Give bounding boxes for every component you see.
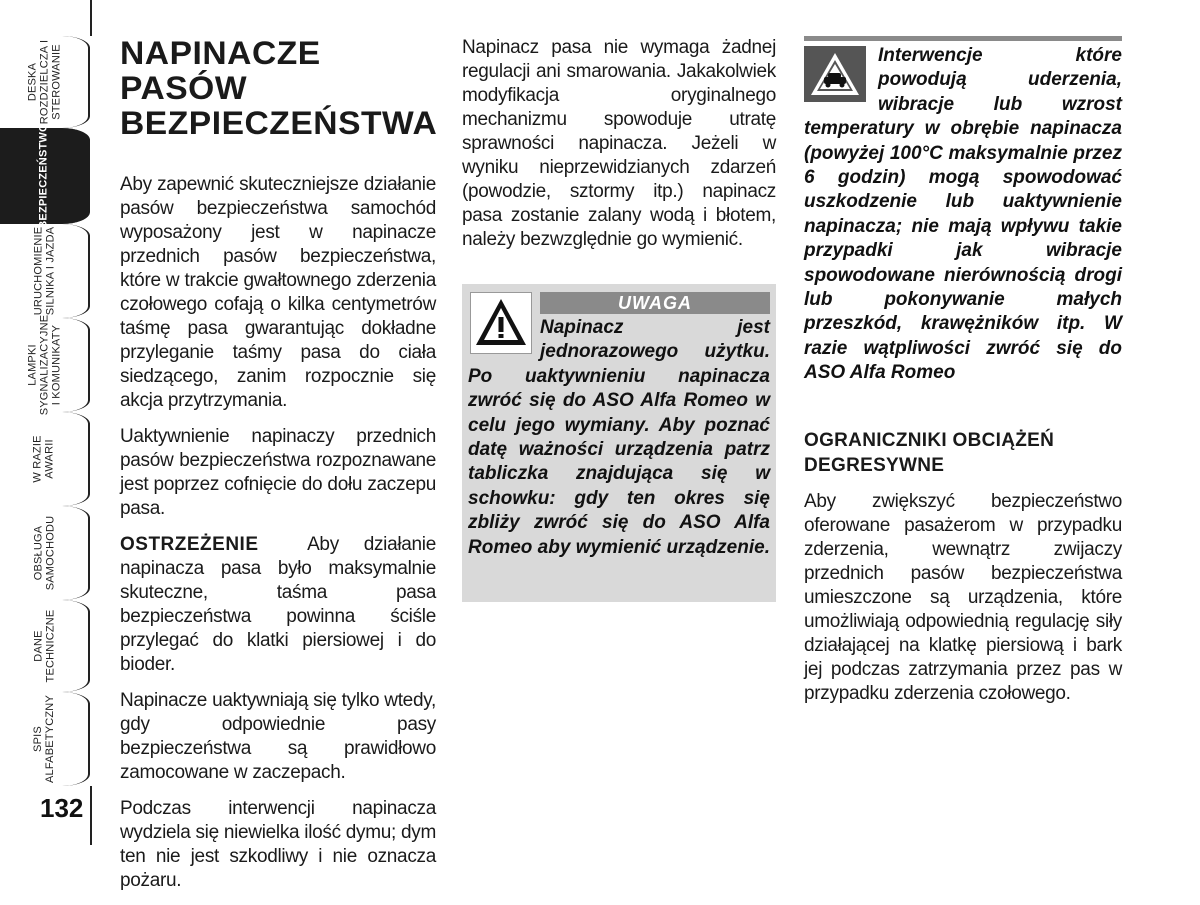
paragraph: Uaktywnienie napinaczy przednich pasów bezpieczeństwa rozpoznawane jest poprzez cofnięcie do dołu zaczepu pasa. [120,426,436,519]
tab-w-razie-awarii[interactable] [0,412,90,506]
tab-label: OBSŁUGA SAMOCHODU [32,515,56,591]
tab-label: LAMPKI SYGNALIZACYJNE I KOMUNIKATY [26,314,63,416]
column-1 [120,36,436,905]
warning-title: UWAGA [540,292,770,314]
tab-deska-rozdzielcza[interactable] [0,36,90,128]
warning-box [462,284,776,602]
tab-divider [90,786,92,845]
tab-label: DESKA ROZDZIELCZA I STEROWANIE [26,39,62,125]
warning-text: Aby działanie napinacza pasa było maksymalnie skuteczne, taśma pasa bezpieczeństwa powinna ściśle przylegać do klatki piersiowej i do bioder. [120,534,436,675]
page-number: 132 [40,793,84,823]
column-3-body [804,490,1122,718]
tab-label: SPIS ALFABETYCZNY [31,695,56,783]
paragraph: Aby zapewnić skuteczniejsze działanie pasów bezpieczeństwa samochód wyposażony jest w napinacze przednich pasów bezpieczeństwa, które w trakcie gwałtownego zderzenia czołowego cofają o kilka centymetrów taśmę pasa gwarantując dokładne przyleganie taśmy pasa do ciała siedzącego, zanim rozpocznie się akcja przytrzymania. [120,174,436,411]
tab-uruchomienie[interactable] [0,224,90,318]
tab-dane-techniczne[interactable] [0,600,90,692]
tab-label: DANE TECHNICZNE [31,609,56,683]
page-title [120,36,452,141]
paragraph-warning [120,533,436,677]
paragraph: Napinacze uaktywniają się tylko wtedy, gdy odpowiednie pasy bezpieczeństwa są prawidłowo zamocowane w zaczepach. [120,690,436,783]
chapter-tabs [0,0,92,845]
caution-bar [804,36,1122,41]
tab-label: BEZPIECZEŃSTWO [38,123,50,229]
title-line-1: NAPINACZE PASÓW [120,35,321,106]
warning-body: Napinacz jest jednorazowego użytku. Po uaktywnieniu napinacza zwróć się do ASO Alfa Romeo w celu jego wymiany. Aby poznać datę ważności urządzenia patrz tabliczka znajdująca się w schowku: gdy ten okres się zbliży zwróć się do ASO Alfa Romeo aby wymienić urządzenie. [468,317,770,558]
tab-divider [90,0,92,36]
paragraph: Napinacz pasa nie wymaga żadnej regulacji ani smarowania. Jakakolwiek modyfikacja oryginalnego mechanizmu spowoduje utratę sprawności napinacza. Jeżeli w wyniku nieprzewidzianych zdarzeń (powodzie, sztormy itp.) napinacz pasa zostanie zalany wodą i błotem, należy bezwzględnie go wymienić. [462,37,776,250]
caution-body: Interwencje które powodują uderzenia, wibracje lub wzrost temperatury w obrębie napinacza (powyżej 100°C maksymalnie przez 6 godzin) mogą spowodować uszkodzenie lub uaktywnienie napinacza; nie mają wpływu takie przypadki jak wibracje spowodowane nierównością drogi lub pokonywanie małych przeszkód, krawężników itp. W razie wątpliwości zwróć się do ASO Alfa Romeo [804,45,1122,384]
paragraph: Podczas interwencji napinacza wydziela się niewielka ilość dymu; dym ten nie jest szkodliwy i nie oznacza pożaru. [120,798,436,891]
section-heading [804,428,1122,478]
tab-obsluga[interactable] [0,506,90,600]
tab-label: W RAZIE AWARII [31,435,56,483]
title-line-2: BEZPIECZEŃSTWA [120,105,438,141]
paragraph: Aby zwiększyć bezpieczeństwo oferowane pasażerom w przypadku zderzenia, wewnątrz zwijaczy przednich pasów bezpieczeństwa umieszczone są urządzenia, które umożliwiają odpowiednią regulację siły działającej na klatkę piersiową i bark jej podczas zatrzymania przez pas w przypadku zderzenia czołowego. [804,491,1122,704]
tab-lampki[interactable] [0,314,90,416]
heading-line-2: DEGRESYWNE [804,455,945,476]
tab-bezpieczenstwo[interactable] [0,123,90,229]
column-2 [462,36,776,264]
tab-label: URUCHOMIENIE SILNIKA I JAZDA [32,226,56,316]
heading-line-1: OGRANICZNIKI OBCIĄŻEŃ [804,430,1055,451]
caution-text [804,44,1122,386]
tab-spis[interactable] [0,692,90,786]
warning-keyword: OSTRZEŻENIE [120,534,259,555]
warning-text [468,316,770,560]
